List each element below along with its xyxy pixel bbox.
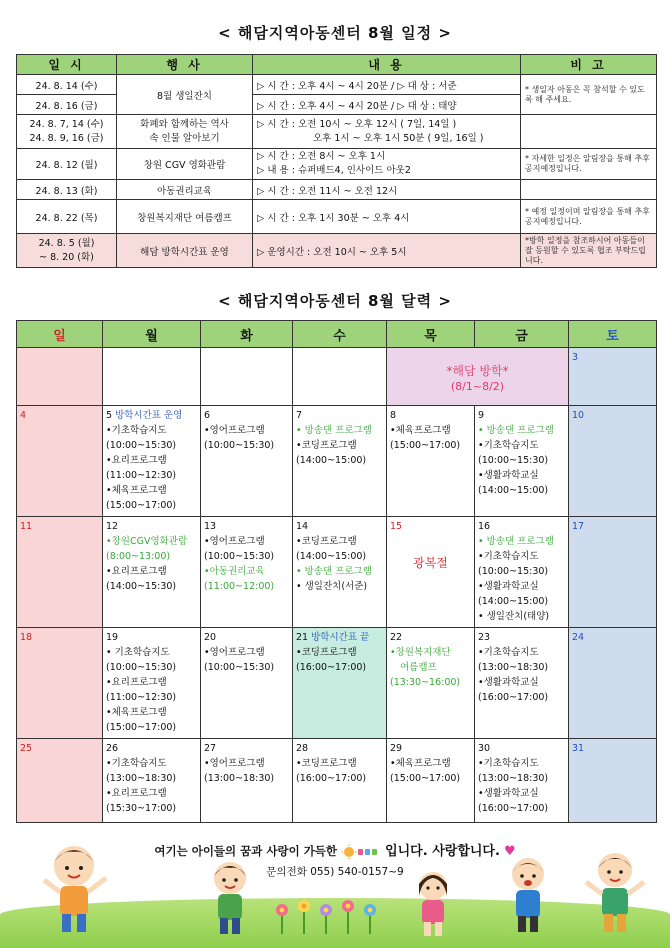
day-number: 26 [106,743,119,754]
event-line: 화폐와 함께하는 역사 [140,118,229,130]
day-number: 29 [390,743,403,754]
day-cell-13 [201,517,293,628]
note-cell: * 예정 일정이며 알림장을 통해 추후 공지예정입니다. [521,200,657,234]
event-item: •기초학습지도 [106,425,167,436]
event-item: •요리프로그램 [106,677,167,688]
event-time: (16:00~17:00) [478,803,549,814]
day-number: 12 [106,521,119,532]
event-item: •영어프로그램 [204,536,265,547]
footer-msg-pre: 여기는 아이들의 꿈과 사랑이 가득한 [154,844,338,858]
date-cell: 24. 8. 16 (금) [17,95,117,115]
event-time: (15:00~17:00) [390,440,461,451]
event-time: (10:00~15:30) [204,440,275,451]
day-number: 6 [204,410,211,421]
event-item: • 생일잔치(태양) [478,611,550,622]
event-time: (13:00~18:30) [478,773,549,784]
schedule-row-history [17,115,657,149]
day-cell-27 [201,739,293,823]
content-cell: ▷ 시 간 : 오후 1시 30분 ~ 오후 4시 [253,200,521,234]
calendar-table [16,320,657,823]
event-time: (13:00~18:30) [204,773,275,784]
date-cell [17,234,117,268]
day-cell-14 [293,517,387,628]
schedule-title: < 해담지역아동센터 8월 일정 > [218,24,452,42]
day-cell-empty [103,348,201,406]
vacation-title: *해담 방학* [446,364,509,378]
date-cell: 24. 8. 22 (목) [17,200,117,234]
event-item: •기초학습지도 [106,758,167,769]
event-time: (14:00~15:00) [296,551,367,562]
day-cell-26 [103,739,201,823]
event-time: (15:00~17:00) [390,773,461,784]
event-item: •기초학습지도 [478,551,539,562]
event-cell [117,115,253,149]
schedule-table [16,54,657,268]
day-cell-19 [103,628,201,739]
day-cell-28 [293,739,387,823]
event-cell: 아동권리교육 [117,180,253,200]
event-item: • 생일잔치(서준) [296,581,368,592]
day-number: 19 [106,632,119,643]
day-cell-empty [201,348,293,406]
kid-illustration-icon [36,838,126,942]
event-item: •체육프로그램 [106,707,167,718]
event-item: •영어프로그램 [204,425,265,436]
content-cell: ▷ 시 간 : 오후 4시 ~ 4시 20분 / ▷ 대 상 : 서준 [253,75,521,95]
event-time: (15:00~17:00) [106,722,177,733]
date-line: ~ 8. 20 (화) [39,251,94,263]
date-cell: 24. 8. 13 (화) [17,180,117,200]
day-number: 13 [204,521,217,532]
event-time: (14:00~15:00) [296,455,367,466]
event-item: •아동권리교육 [204,566,265,577]
contact-phone: 문의전화 055) 540-0157~9 [266,866,404,878]
content-line: 오후 1시 ~ 오후 1시 50분 ( 9일, 16일 ) [313,132,484,144]
day-cell-24 [569,628,657,739]
day-cell-empty [293,348,387,406]
weekday-tue: 화 [201,321,293,348]
date-cell: 24. 8. 12 (월) [17,149,117,180]
day-number: 28 [296,743,309,754]
day-cell-9 [475,406,569,517]
event-item: •기초학습지도 [478,758,539,769]
calendar-week-4 [17,628,657,739]
footer-banner [0,826,670,948]
kid-illustration-icon [408,866,458,942]
event-item: •코딩프로그램 [296,536,357,547]
day-cell-10 [569,406,657,517]
day-cell-18 [17,628,103,739]
heart-icon: ♥ [503,844,516,859]
schedule-row-birthday [17,75,657,95]
event-item: • 방송댄 프로그램 [478,425,554,436]
event-item: •코딩프로그램 [296,758,357,769]
event-time: (11:00~12:00) [204,581,275,592]
calendar-week-1 [17,348,657,406]
date-line: 24. 8. 9, 16 (금) [29,132,104,144]
day-number: 9 [478,410,485,421]
kid-illustration-icon [580,846,650,942]
event-cell: 해담 방학시간표 운영 [117,234,253,268]
event-time: (10:00~15:30) [478,566,549,577]
schedule-row-camp [17,200,657,234]
day-cell-22 [387,628,475,739]
day-number: 5 [106,410,113,421]
event-time: (14:00~15:00) [478,485,549,496]
event-item: •기초학습지도 [478,647,539,658]
day-number: 22 [390,632,403,643]
event-time: (15:30~17:00) [106,803,177,814]
event-time: (13:30~16:00) [390,677,461,688]
event-item: 여름캠프 [400,662,437,673]
calendar-weekday-row [17,321,657,348]
schedule-header-row [17,55,657,75]
day-cell-12 [103,517,201,628]
weekday-sat: 토 [569,321,657,348]
content-line: ▷ 시 간 : 오전 10시 ~ 오후 12시 ( 7일, 14일 ) [257,118,457,130]
day-number: 21 [296,632,309,643]
day-number: 7 [296,410,303,421]
schedule-row-rights [17,180,657,200]
note-cell [521,115,657,149]
calendar-week-3 [17,517,657,628]
weekday-thu: 목 [387,321,475,348]
event-time: (10:00~15:30) [106,662,177,673]
day-cell-11 [17,517,103,628]
day-cell-5 [103,406,201,517]
weekday-fri: 금 [475,321,569,348]
day-number: 31 [572,743,585,754]
event-time: (11:00~12:30) [106,470,177,481]
event-item: •체육프로그램 [390,425,451,436]
day-number: 27 [204,743,217,754]
event-item: •창원복지재단 [390,647,451,658]
event-time: (10:00~15:30) [204,662,275,673]
event-time: (14:00~15:30) [106,581,177,592]
vacation-range: (8/1~8/2) [450,380,505,393]
event-line: 속 인물 알아보기 [149,132,220,144]
note-cell: * 생일자 아동은 꼭 참석할 수 있도록 해 주세요. [521,75,657,115]
header-content: 내 용 [253,55,521,75]
day-cell-25 [17,739,103,823]
content-cell: ▷ 시 간 : 오전 11시 ~ 오전 12시 [253,180,521,200]
event-item: •생활과학교실 [478,581,539,592]
content-cell [253,115,521,149]
weekday-sun: 일 [17,321,103,348]
event-time: (8:00~13:00) [106,551,171,562]
calendar-title: < 해담지역아동센터 8월 달력 > [218,292,452,310]
day-number: 14 [296,521,309,532]
note-cell: *방학 일정을 참조하시어 아동들이 잘 등원할 수 있도록 협조 부탁드립니다. [521,234,657,268]
kid-illustration-icon [498,852,558,942]
content-cell: ▷ 운영시간 : 오전 10시 ~ 오후 5시 [253,234,521,268]
day-number: 18 [20,632,33,643]
day-cell-17 [569,517,657,628]
day-number: 4 [20,410,27,421]
day-cell-31 [569,739,657,823]
event-item: •기초학습지도 [478,440,539,451]
day-cell-23 [475,628,569,739]
header-date: 일 시 [17,55,117,75]
day-cell-empty [17,348,103,406]
event-time: (16:00~17:00) [478,692,549,703]
event-time: (16:00~17:00) [296,773,367,784]
content-cell [253,149,521,180]
day-cell-8 [387,406,475,517]
day-cell-3 [569,348,657,406]
day-number: 8 [390,410,397,421]
day-cell-20 [201,628,293,739]
note-cell: * 자세한 일정은 알림장을 통해 추후 공지예정입니다. [521,149,657,180]
event-cell: 창원복지재단 여름캠프 [117,200,253,234]
day-number: 15 [390,521,403,532]
event-item: •창원CGV영화관람 [106,536,188,547]
schedule-label: 방학시간표 운영 [115,410,183,421]
header-note: 비 고 [521,55,657,75]
day-cell-30 [475,739,569,823]
content-cell: ▷ 시 간 : 오후 4시 ~ 4시 20분 / ▷ 대 상 : 태양 [253,95,521,115]
content-line: ▷ 내 용 : 슈퍼배드4, 인사이드 아웃2 [257,165,411,176]
schedule-row-vacation [17,234,657,268]
day-cell-15 [387,517,475,628]
event-time: (10:00~15:30) [204,551,275,562]
event-time: (15:00~17:00) [106,500,177,511]
event-item: •생활과학교실 [478,788,539,799]
date-line: 24. 8. 5 (월) [38,237,95,249]
event-item: •코딩프로그램 [296,647,357,658]
day-cell-6 [201,406,293,517]
note-cell [521,180,657,200]
event-time: (13:00~18:30) [478,662,549,673]
event-item: •코딩프로그램 [296,440,357,451]
content-line: ▷ 시 간 : 오전 8시 ~ 오후 1시 [257,151,386,162]
event-time: (16:00~17:00) [296,662,367,673]
event-item: •요리프로그램 [106,788,167,799]
event-item: •영어프로그램 [204,647,265,658]
event-item: •체육프로그램 [106,485,167,496]
day-number: 25 [20,743,33,754]
event-time: (10:00~15:30) [478,455,549,466]
event-time: (10:00~15:30) [106,440,177,451]
date-line: 24. 8. 7, 14 (수) [29,118,104,130]
calendar-week-2 [17,406,657,517]
day-number: 16 [478,521,491,532]
event-time: (11:00~12:30) [106,692,177,703]
day-cell-29 [387,739,475,823]
event-item: • 기초학습지도 [106,647,170,658]
day-number: 24 [572,632,585,643]
day-cell-21 [293,628,387,739]
day-cell-4 [17,406,103,517]
day-number: 3 [572,352,579,363]
event-item: •요리프로그램 [106,455,167,466]
footer-msg-post: 입니다. 사랑합니다. [385,844,500,859]
day-cell-7 [293,406,387,517]
event-cell: 창원 CGV 영화관람 [117,149,253,180]
day-number: 23 [478,632,491,643]
day-number: 11 [20,521,33,532]
event-item: • 방송댄 프로그램 [296,425,372,436]
day-cell-16 [475,517,569,628]
kid-illustration-icon [200,856,260,942]
schedule-row-cgv [17,149,657,180]
day-number: 10 [572,410,585,421]
event-item: •요리프로그램 [106,566,167,577]
calendar-week-5 [17,739,657,823]
event-item: •체육프로그램 [390,758,451,769]
day-number: 17 [572,521,585,532]
event-item: • 방송댄 프로그램 [296,566,372,577]
date-cell [17,115,117,149]
event-item: • 방송댄 프로그램 [478,536,554,547]
event-cell: 8월 생일잔치 [117,75,253,115]
header-event: 행 사 [117,55,253,75]
date-cell: 24. 8. 14 (수) [17,75,117,95]
event-item: •생활과학교실 [478,677,539,688]
event-item: •영어프로그램 [204,758,265,769]
day-number: 20 [204,632,217,643]
event-item: •생활과학교실 [478,470,539,481]
schedule-label: 방학시간표 끝 [311,632,370,643]
weekday-mon: 월 [103,321,201,348]
day-number: 30 [478,743,491,754]
holiday-label: 광복절 [413,556,448,570]
event-time: (14:00~15:00) [478,596,549,607]
event-time: (13:00~18:30) [106,773,177,784]
weekday-wed: 수 [293,321,387,348]
center-logo-icon [341,844,381,860]
flowers-icon [270,896,380,936]
vacation-banner [387,348,569,406]
